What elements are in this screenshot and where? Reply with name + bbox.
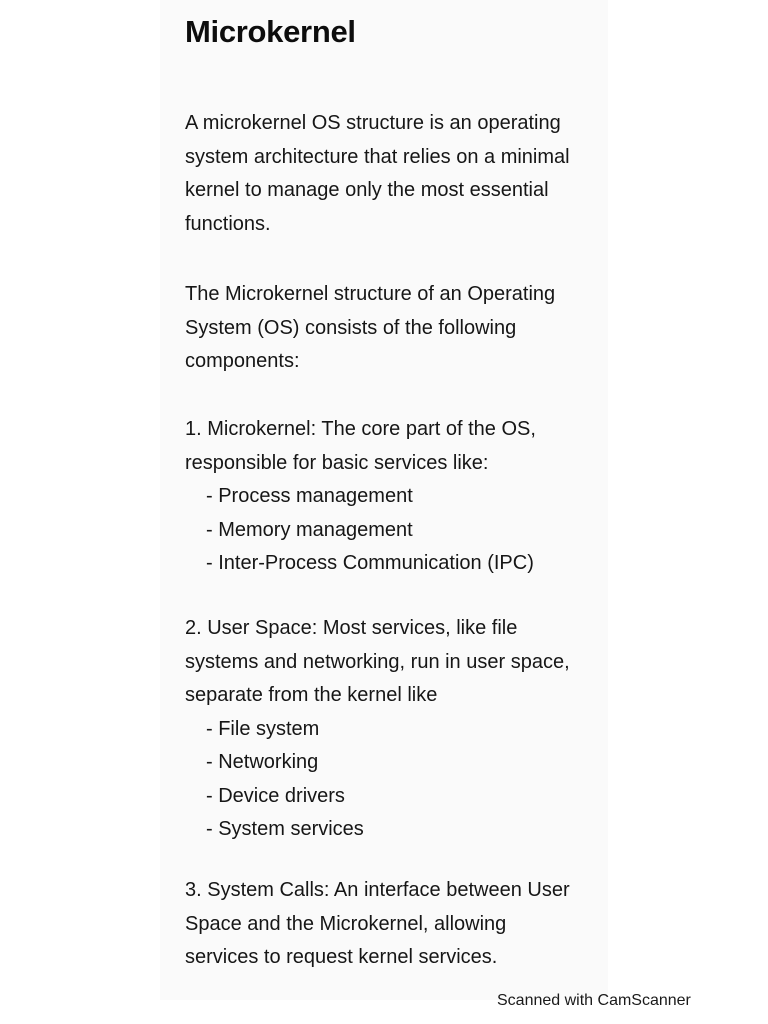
component-system-calls [185,874,615,975]
text-line: 3. System Calls: An interface between User [185,879,570,901]
text-line: A microkernel OS structure is an operating [185,112,561,134]
text-line: systems and networking, run in user space, [185,650,570,673]
component-microkernel [185,413,615,581]
list-item: - Networking [206,751,319,773]
text-line: functions. [185,212,271,235]
text-line: System (OS) consists of the following [185,316,517,339]
list-item: - Process management [206,485,413,507]
list-item: - Inter-Process Communication (IPC) [206,552,534,574]
text-line: system architecture that relies on a minimal [185,145,570,168]
text-line: services to request kernel services. [185,946,498,968]
component-user-space [185,612,615,847]
text-line: responsible for basic services like: [185,451,489,474]
text-line: separate from the kernel like [185,684,438,706]
list-item: - Device drivers [206,784,345,807]
intro-paragraph [185,107,615,241]
page-title: Microkernel [185,14,356,49]
text-line: The Microkernel structure of an Operating [185,283,556,305]
list-item: - Memory management [206,518,413,541]
text-line: 2. User Space: Most services, like file [185,617,518,639]
text-line: components: [185,350,300,372]
list-item: - System services [206,818,364,840]
text-line: kernel to manage only the most essential [185,179,549,201]
text-line: Space and the Microkernel, allowing [185,912,507,935]
structure-paragraph [185,278,615,379]
camscanner-watermark: Scanned with CamScanner [497,992,691,1009]
list-item: - File system [206,717,320,740]
text-line: 1. Microkernel: The core part of the OS, [185,418,536,440]
